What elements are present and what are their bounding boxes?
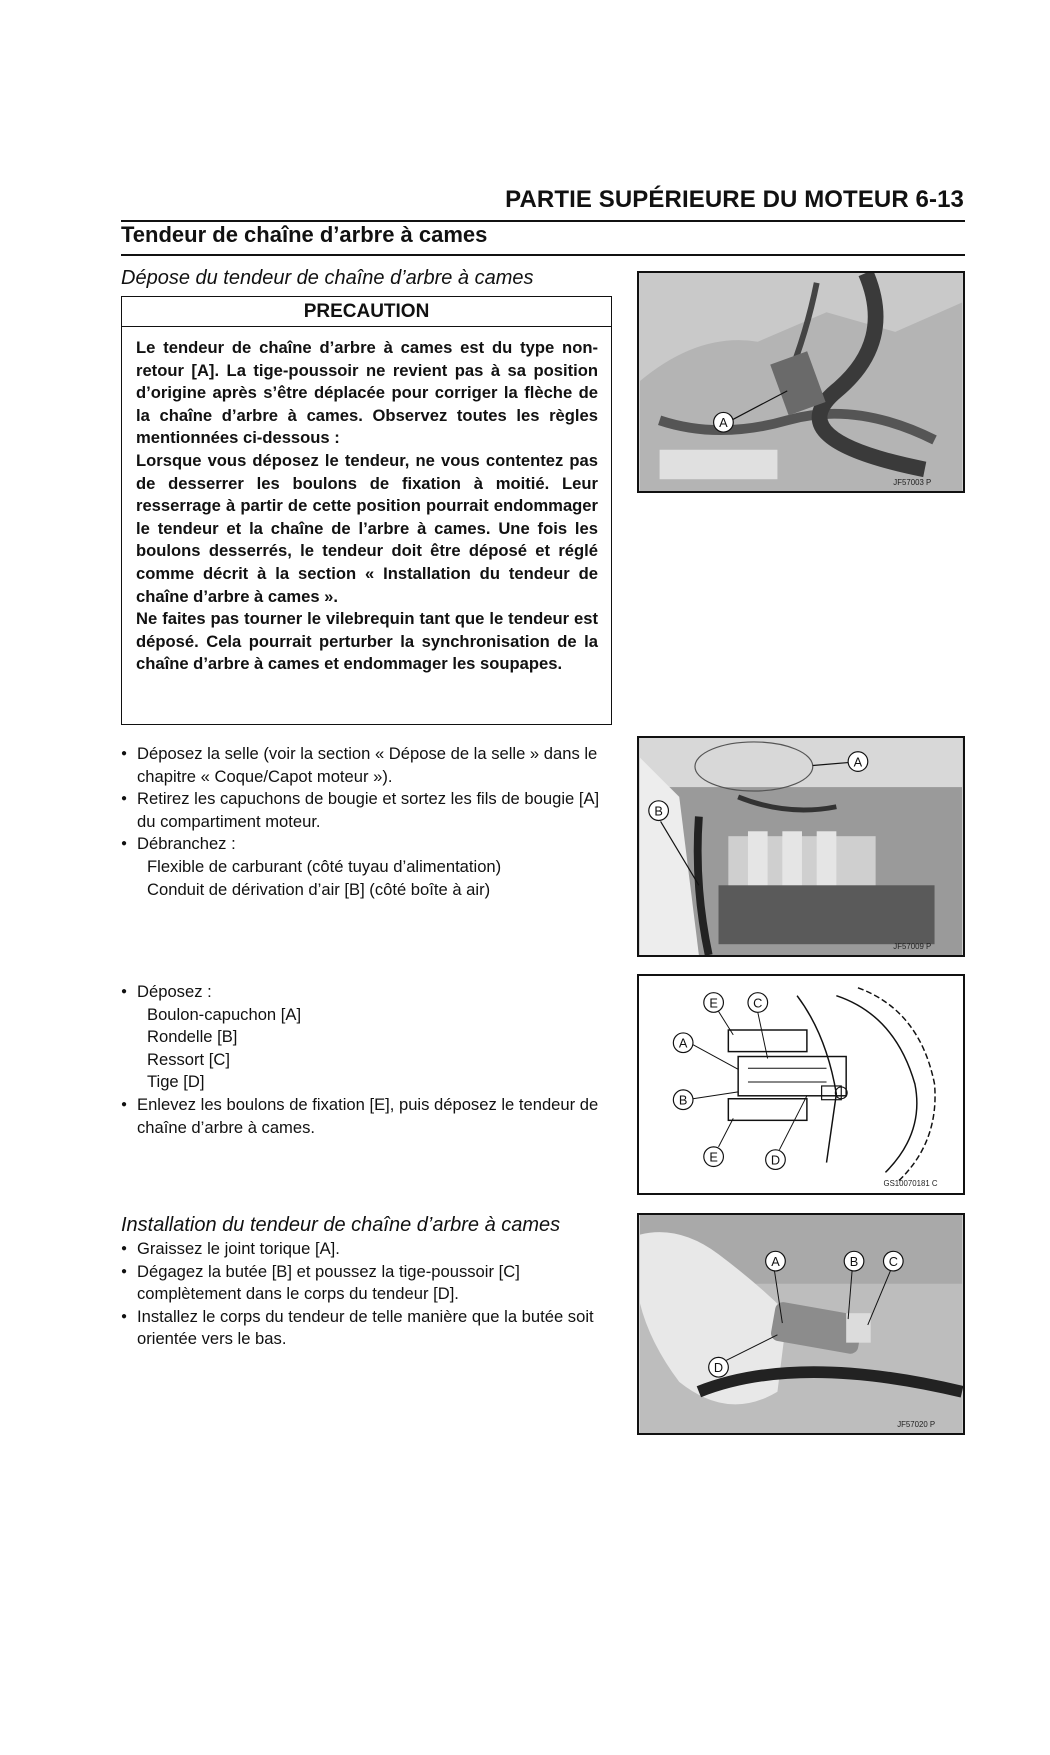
figure-label: A xyxy=(678,1035,688,1051)
figure-code: JF57020 P xyxy=(897,1420,936,1430)
figure-installation-drawing xyxy=(639,1215,963,1433)
section-title: Tendeur de chaîne d’arbre à cames xyxy=(121,222,488,247)
figure-label: A xyxy=(853,754,863,770)
removal-heading: Dépose du tendeur de chaîne d’arbre à cames xyxy=(121,267,534,289)
list-subitem: Ressort [C] xyxy=(147,1049,230,1069)
figure-label: D xyxy=(770,1152,781,1168)
figure-label: B xyxy=(849,1254,859,1270)
figure-label: E xyxy=(709,1149,718,1165)
list-subitem: Rondelle [B] xyxy=(147,1027,238,1047)
list-item: ● Enlevez les boulons de fixation [E], puis déposez le tendeur de chaîne d’arbre à cames. xyxy=(121,1094,616,1139)
list-item: ● Déposez la selle (voir la section « Dépose de la selle » dans le chapitre « Coque/Capot moteur »). xyxy=(121,743,616,788)
list-subitem: Boulon-capuchon [A] xyxy=(147,1004,302,1024)
figure-code: JF57009 P xyxy=(893,942,932,952)
figure-engine-bay-drawing xyxy=(639,738,963,955)
figure-label: A xyxy=(719,415,728,431)
list-item: ● Déposez : xyxy=(121,981,616,1004)
list-item: ● Installez le corps du tendeur de telle manière que la butée soit orientée vers le bas. xyxy=(121,1306,616,1351)
figure-label: C xyxy=(888,1254,898,1270)
list-subitem: Tige [D] xyxy=(147,1072,205,1092)
list-item: ● Retirez les capuchons de bougie et sortez les fils de bougie [A] du compartiment moteur. xyxy=(121,788,616,833)
figure-code: GS10070181 C xyxy=(883,1179,938,1189)
figure-code: JF57003 P xyxy=(893,478,932,488)
figure-tensioner-diagram xyxy=(637,974,965,1195)
figure-tensioner-photo xyxy=(637,271,965,493)
figure-tensioner-diagram-drawing xyxy=(639,976,963,1193)
removal-steps-2 xyxy=(121,981,616,1139)
caution-paragraph: Le tendeur de chaîne d’arbre à cames est du type non-retour [A]. La tige-poussoir ne revient pas à sa position d’origine après s’être déplacée pour corriger la flèche de la chaîne d’arbre à cames. Observez toutes les règles mentionnées ci-dessous : xyxy=(136,338,598,448)
section-rule xyxy=(121,254,965,256)
figure-label: A xyxy=(771,1254,780,1270)
list-item: ● Graissez le joint torique [A]. xyxy=(121,1238,616,1261)
figure-engine-bay-photo xyxy=(637,736,965,957)
caution-label: PRECAUTION xyxy=(122,297,611,327)
list-subitem: Flexible de carburant (côté tuyau d’alimentation) xyxy=(147,856,502,876)
figure-tensioner-drawing xyxy=(639,273,963,491)
installation-heading: Installation du tendeur de chaîne d’arbre à cames xyxy=(121,1214,561,1236)
caution-box xyxy=(121,296,612,725)
caution-paragraph: Ne faites pas tourner le vilebrequin tant que le tendeur est déposé. Cela pourrait perturber la synchronisation de la chaîne d’arbre à cames et endommager les soupapes. xyxy=(136,609,598,674)
list-item: ● Débranchez : xyxy=(121,833,616,856)
figure-label: B xyxy=(654,803,663,819)
installation-steps xyxy=(121,1238,616,1351)
list-subitem: Conduit de dérivation d’air [B] (côté boîte à air) xyxy=(147,879,491,899)
page-header-title: PARTIE SUPÉRIEURE DU MOTEUR 6-13 xyxy=(505,186,964,213)
figure-label: D xyxy=(713,1360,724,1376)
figure-label: E xyxy=(709,995,718,1011)
figure-label: B xyxy=(678,1092,688,1108)
caution-text xyxy=(136,337,598,676)
caution-paragraph: Lorsque vous déposez le tendeur, ne vous contentez pas de desserrer les boulons de fixation à moitié. Leur resserrage à partir de cette position pourrait endommager le tendeur et la chaîne de l’arbre à cames. Une fois les boulons desserrés, le tendeur doit être déposé et réglé comme décrit à la section « Installation du tendeur de chaîne d’arbre à cames ». xyxy=(136,450,598,606)
list-item: ● Dégagez la butée [B] et poussez la tige-poussoir [C] complètement dans le corps du tendeur [D]. xyxy=(121,1261,616,1306)
figure-label: C xyxy=(753,995,763,1011)
figure-installation-photo xyxy=(637,1213,965,1435)
removal-steps-1 xyxy=(121,743,616,901)
